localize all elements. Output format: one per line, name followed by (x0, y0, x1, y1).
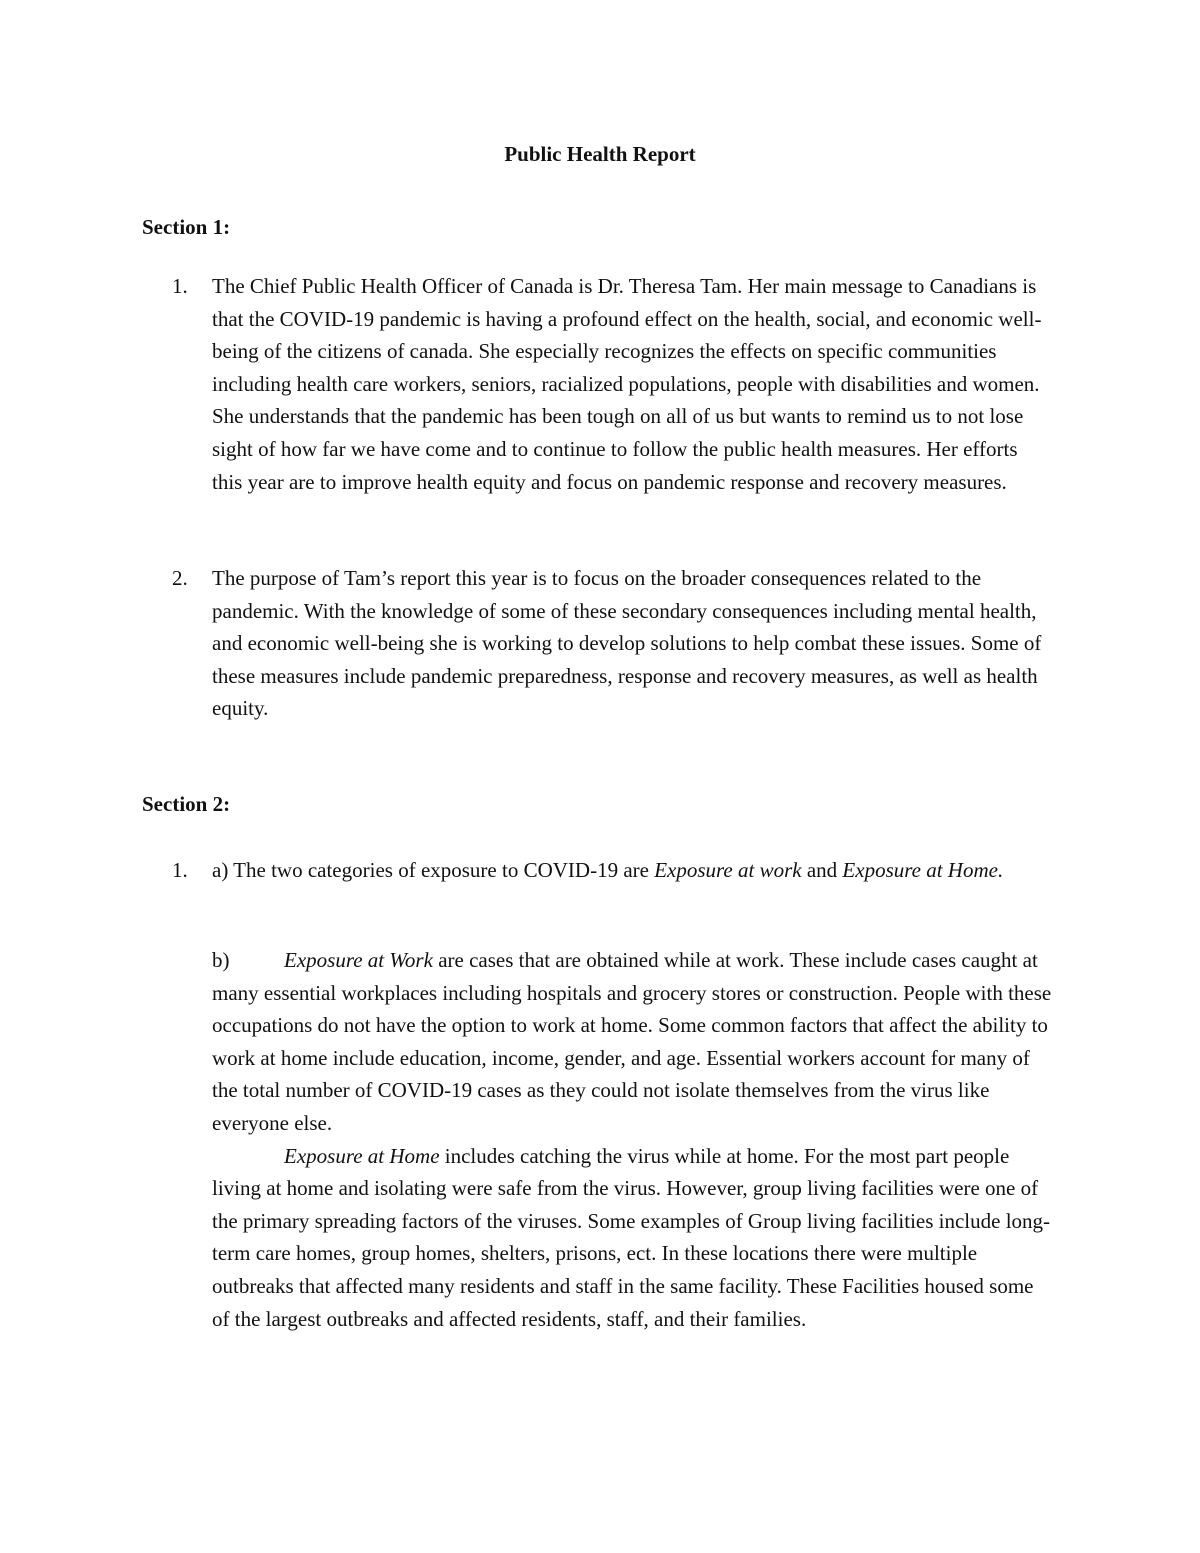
list-item-text: The Chief Public Health Officer of Canada is Dr. Theresa Tam. Her main message to Canadians is that the COVID-19 pandemic is having a profound effect on the health, social, and economic well-being of the citizens of canada. She especially recognizes the effects on specific communities including health care workers, seniors, racialized populations, people with disabilities and women. She understands that the pandemic has been tough on all of us but wants to remind us to not lose sight of how far we have come and to continue to follow the public health measures. Her efforts this year are to improve health equity and focus on pandemic response and recovery measures. (212, 274, 1042, 494)
part-b-paragraph-1 (212, 944, 1052, 1140)
list-number: 2. (172, 566, 188, 590)
part-a-conjunction: and (801, 858, 843, 882)
list-number: 1. (172, 274, 188, 298)
term-exposure-at-work-b: Exposure at Work (284, 948, 433, 972)
part-a-text (212, 854, 1052, 887)
list-item-text: The purpose of Tam’s report this year is to focus on the broader consequences related to the pandemic. With the knowledge of some of these secondary consequences including mental health, and economic well-being she is working to develop solutions to help combat these issues. Some of these measures include pandemic preparedness, response and recovery measures, as well as health equity. (212, 566, 1042, 721)
part-b-text-2: includes catching the virus while at home. For the most part people living at home and isolating were safe from the virus. However, group living facilities were one of the primary spreading factors of the viruses. Some examples of Group living facilities include long-term care homes, group homes, shelters, prisons, ect. In these locations there were multiple outbreaks that affected many residents and staff in the same facility. These Facilities housed some of the largest outbreaks and affected residents, staff, and their families. (212, 1143, 1051, 1331)
term-exposure-at-work: Exposure at work (654, 858, 802, 882)
section-1-item-1 (172, 270, 1052, 498)
list-number: 1. (172, 858, 188, 882)
part-b-text-1: are cases that are obtained while at work. These include cases caught at many essential workplaces including hospitals and grocery stores or construction. People with these occupations do not have the option to work at home. Some common factors that affect the ability to work at home include education, income, gender, and age. Essential workers account for many of the total number of COVID-19 cases as they could not isolate themselves from the virus like everyone else. (212, 948, 1052, 1135)
part-b-label: b) (212, 948, 230, 972)
section-2-item-1 (172, 854, 1052, 887)
part-a-intro: a) The two categories of exposure to COVID-19 are (212, 858, 655, 882)
section-1-heading: Section 1: (142, 215, 231, 239)
section-2-heading: Section 2: (142, 792, 231, 816)
term-exposure-at-home: Exposure at Home. (842, 858, 1004, 882)
part-b (212, 944, 1052, 1335)
page-title: Public Health Report (504, 142, 696, 166)
section-1-item-2 (172, 562, 1052, 725)
term-exposure-at-home-b: Exposure at Home (284, 1143, 440, 1168)
part-b-paragraph-2 (212, 1140, 1052, 1336)
